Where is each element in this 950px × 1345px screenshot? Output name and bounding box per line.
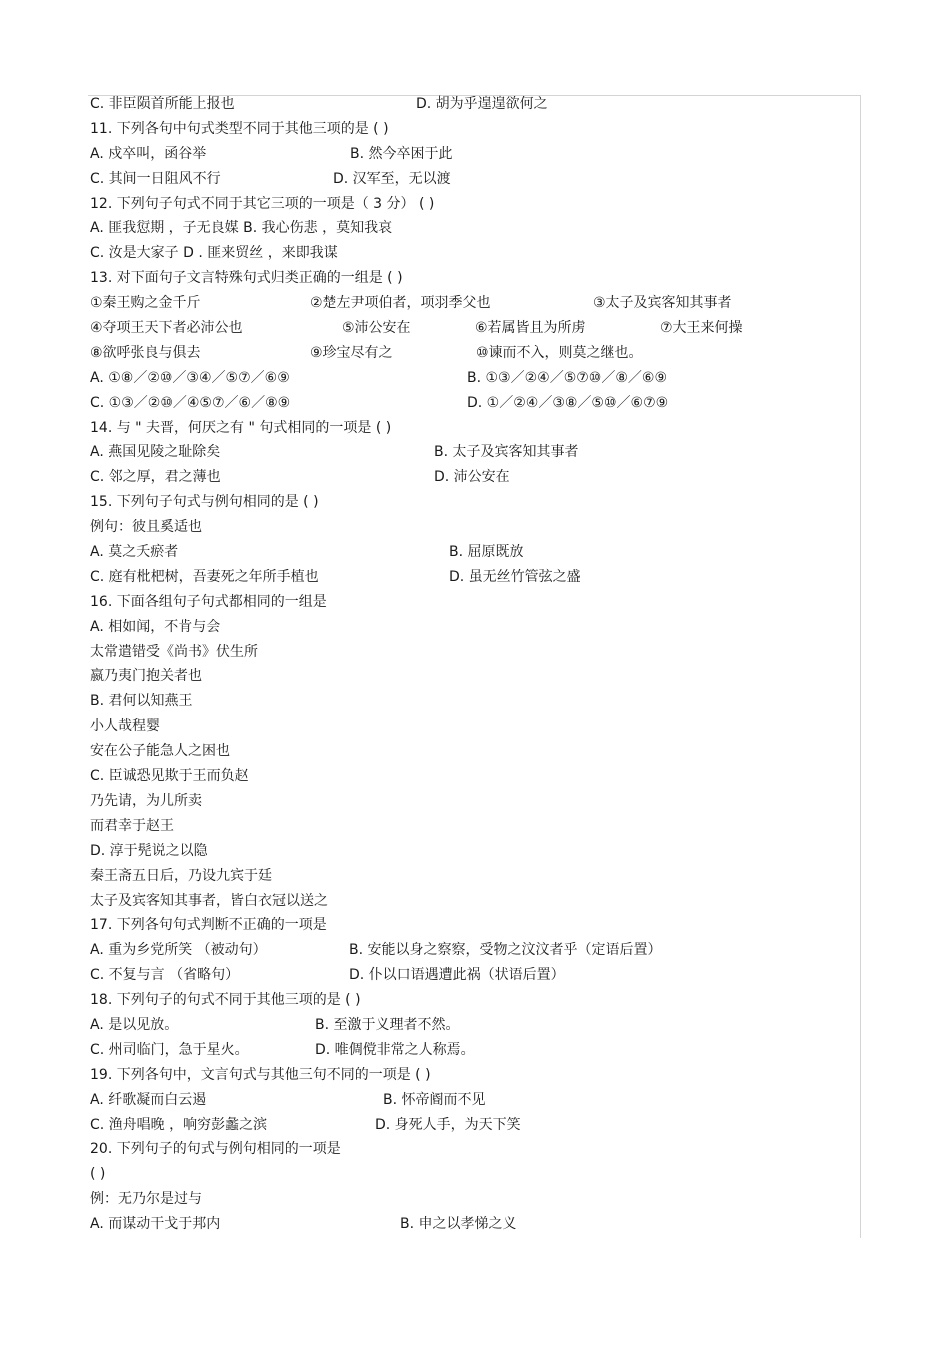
text-segment: ⑤沛公安在 [342,320,411,337]
text-segment: 例：无乃尔是过与 [90,1191,202,1208]
text-segment: ④夺项王天下者必沛公也 [90,320,243,337]
text-line [90,241,860,266]
text-segment: D. 汉军至，无以渡 [333,170,451,187]
text-line [90,540,860,565]
text-line [90,640,860,665]
text-segment: 小人哉程婴 [90,718,160,735]
text-segment: 19. 下列各句中，文言句式与其他三句不同的一项是 ( ) [90,1066,431,1083]
text-segment: B. 怀帝阍而不见 [383,1091,486,1108]
text-line [90,316,860,341]
text-segment: B. ①③／②④／⑤⑦⑩／⑧／⑥⑨ [467,369,668,386]
text-line [90,1212,860,1237]
text-line [90,192,860,217]
text-line [90,864,860,889]
text-line [90,739,860,764]
text-line [90,391,860,416]
text-segment: B. 屈原既放 [449,544,524,561]
text-segment: 而君幸于赵王 [90,817,174,834]
text-segment: 太子及宾客知其事者，皆白衣冠以送之 [90,892,328,909]
text-segment: ( ) [90,1166,106,1183]
text-line [90,615,860,640]
text-line [90,839,860,864]
text-segment: ⑩谏而不入，则莫之继也。 [476,344,643,361]
text-segment: B. 至激于义理者不然。 [315,1016,460,1033]
text-segment: C. 渔舟唱晚 ，响穷彭蠡之滨 [90,1116,268,1133]
text-line [90,1088,860,1113]
text-line [90,1063,860,1088]
text-line [90,515,860,540]
text-segment: C. 州司临门，急于星火。 [90,1041,249,1058]
text-segment: ②楚左尹项伯者，项羽季父也 [310,295,491,312]
text-line [90,142,860,167]
text-line [90,366,860,391]
text-segment: C. 其间一日阻风不行 [90,170,221,187]
text-segment: A. ①⑧／②⑩／③④／⑤⑦／⑥⑨ [90,369,290,386]
text-segment: A. 纤歌凝而白云遏 [90,1091,207,1108]
text-segment: 太常遣错受《尚书》伏生所 [90,643,258,660]
text-segment: ⑧欲呼张良与俱去 [90,344,201,361]
text-line [90,1137,860,1162]
text-segment: C. 庭有枇杷树，吾妻死之年所手植也 [90,568,319,585]
text-segment: 12. 下列句子句式不同于其它三项的一项是（ 3 分） ( ) [90,195,435,212]
text-line [90,1038,860,1063]
text-segment: B. 安能以身之察察，受物之汶汶者乎（定语后置） [349,942,662,959]
text-line [90,565,860,590]
text-line [90,167,860,192]
text-segment: A. 燕国见陵之耻除矣 [90,444,221,461]
text-line [90,988,860,1013]
text-line [90,689,860,714]
text-segment: 乃先请，为儿所卖 [90,792,202,809]
text-segment: ③太子及宾客知其事者 [593,295,732,312]
text-segment: D. 胡为乎遑遑欲何之 [416,96,548,112]
text-line [90,814,860,839]
text-segment: ⑥若属皆且为所虏 [475,320,586,337]
text-line [90,416,860,441]
text-segment: 15. 下列句子句式与例句相同的是 ( ) [90,494,319,511]
text-line [90,714,860,739]
text-segment: A. 匪我愆期 ，子无良媒 B. 我心伤悲 ，莫知我哀 [90,220,393,237]
text-segment: 13. 对下面句子文言特殊句式归类正确的一组是 ( ) [90,270,403,287]
text-line [90,889,860,914]
text-segment: A. 戍卒叫，函谷举 [90,145,207,162]
text-segment: D. 身死人手，为天下笑 [375,1116,521,1133]
text-line [90,216,860,241]
text-line [90,341,860,366]
text-line [90,1162,860,1187]
text-line [90,1113,860,1138]
text-segment: 11. 下列各句中句式类型不同于其他三项的是 ( ) [90,120,389,137]
text-line [90,266,860,291]
text-segment: ⑦大王来何操 [660,320,743,337]
text-segment: C. 非臣陨首所能上报也 [90,96,235,112]
text-segment: D. 仆以口语遇遭此祸（状语后置） [349,967,565,984]
text-line [90,440,860,465]
text-segment: ①秦王购之金千斤 [90,295,201,312]
text-segment: B. 申之以孝悌之义 [400,1216,517,1233]
text-segment: 17. 下列各句句式判断不正确的一项是 [90,917,327,934]
text-segment: 例句：彼且奚适也 [90,519,202,536]
text-line [90,963,860,988]
text-segment: 安在公子能急人之困也 [90,743,230,760]
text-segment: ⑨珍宝尽有之 [310,344,393,361]
text-segment: C. ①③／②⑩／④⑤⑦／⑥／⑧⑨ [90,394,291,411]
text-segment: C. 臣诚恐见欺于王而负赵 [90,768,249,785]
text-line [90,664,860,689]
text-segment: 14. 与 " 夫晋，何厌之有 " 句式相同的一项是 ( ) [90,419,392,436]
text-segment: D. 淳于髡说之以隐 [90,842,208,859]
text-line [90,117,860,142]
text-line [90,764,860,789]
text-line [90,1013,860,1038]
text-line [90,913,860,938]
text-segment: A. 莫之夭瘀者 [90,544,179,561]
text-line [90,92,860,117]
text-segment: B. 君何以知燕王 [90,693,193,710]
text-line [90,1187,860,1212]
text-segment: C. 不复与言 （省略句） [90,967,240,984]
text-segment: D. 虽无丝竹管弦之盛 [449,568,581,585]
text-line [90,490,860,515]
text-line [90,291,860,316]
text-segment: D. ①／②④／③⑧／⑤⑩／⑥⑦⑨ [467,394,669,411]
text-segment: A. 重为乡党所笑 （被动句） [90,942,267,959]
text-segment: D. 沛公安在 [434,469,510,486]
text-line [90,938,860,963]
text-segment: C. 汝是大家子 D . 匪来贸丝 ，来即我谋 [90,245,338,262]
text-segment: 嬴乃夷门抱关者也 [90,668,202,685]
text-segment: 16. 下面各组句子句式都相同的一组是 [90,593,327,610]
text-segment: A. 相如闻，不肯与会 [90,618,221,635]
text-line [90,789,860,814]
text-segment: B. 然今卒困于此 [350,145,453,162]
text-segment: 秦王斋五日后，乃设九宾于廷 [90,867,272,884]
document-body [90,92,860,1237]
text-segment: A. 是以见放。 [90,1016,179,1033]
text-segment: 20. 下列句子的句式与例句相同的一项是 [90,1141,341,1158]
text-segment: A. 而谋动干戈于邦内 [90,1216,221,1233]
text-segment: C. 邻之厚，君之薄也 [90,469,221,486]
text-line [90,590,860,615]
text-segment: 18. 下列句子的句式不同于其他三项的是 ( ) [90,992,361,1009]
text-segment: B. 太子及宾客知其事者 [434,444,579,461]
text-segment: D. 唯倜傥非常之人称焉。 [315,1041,475,1058]
text-line [90,465,860,490]
